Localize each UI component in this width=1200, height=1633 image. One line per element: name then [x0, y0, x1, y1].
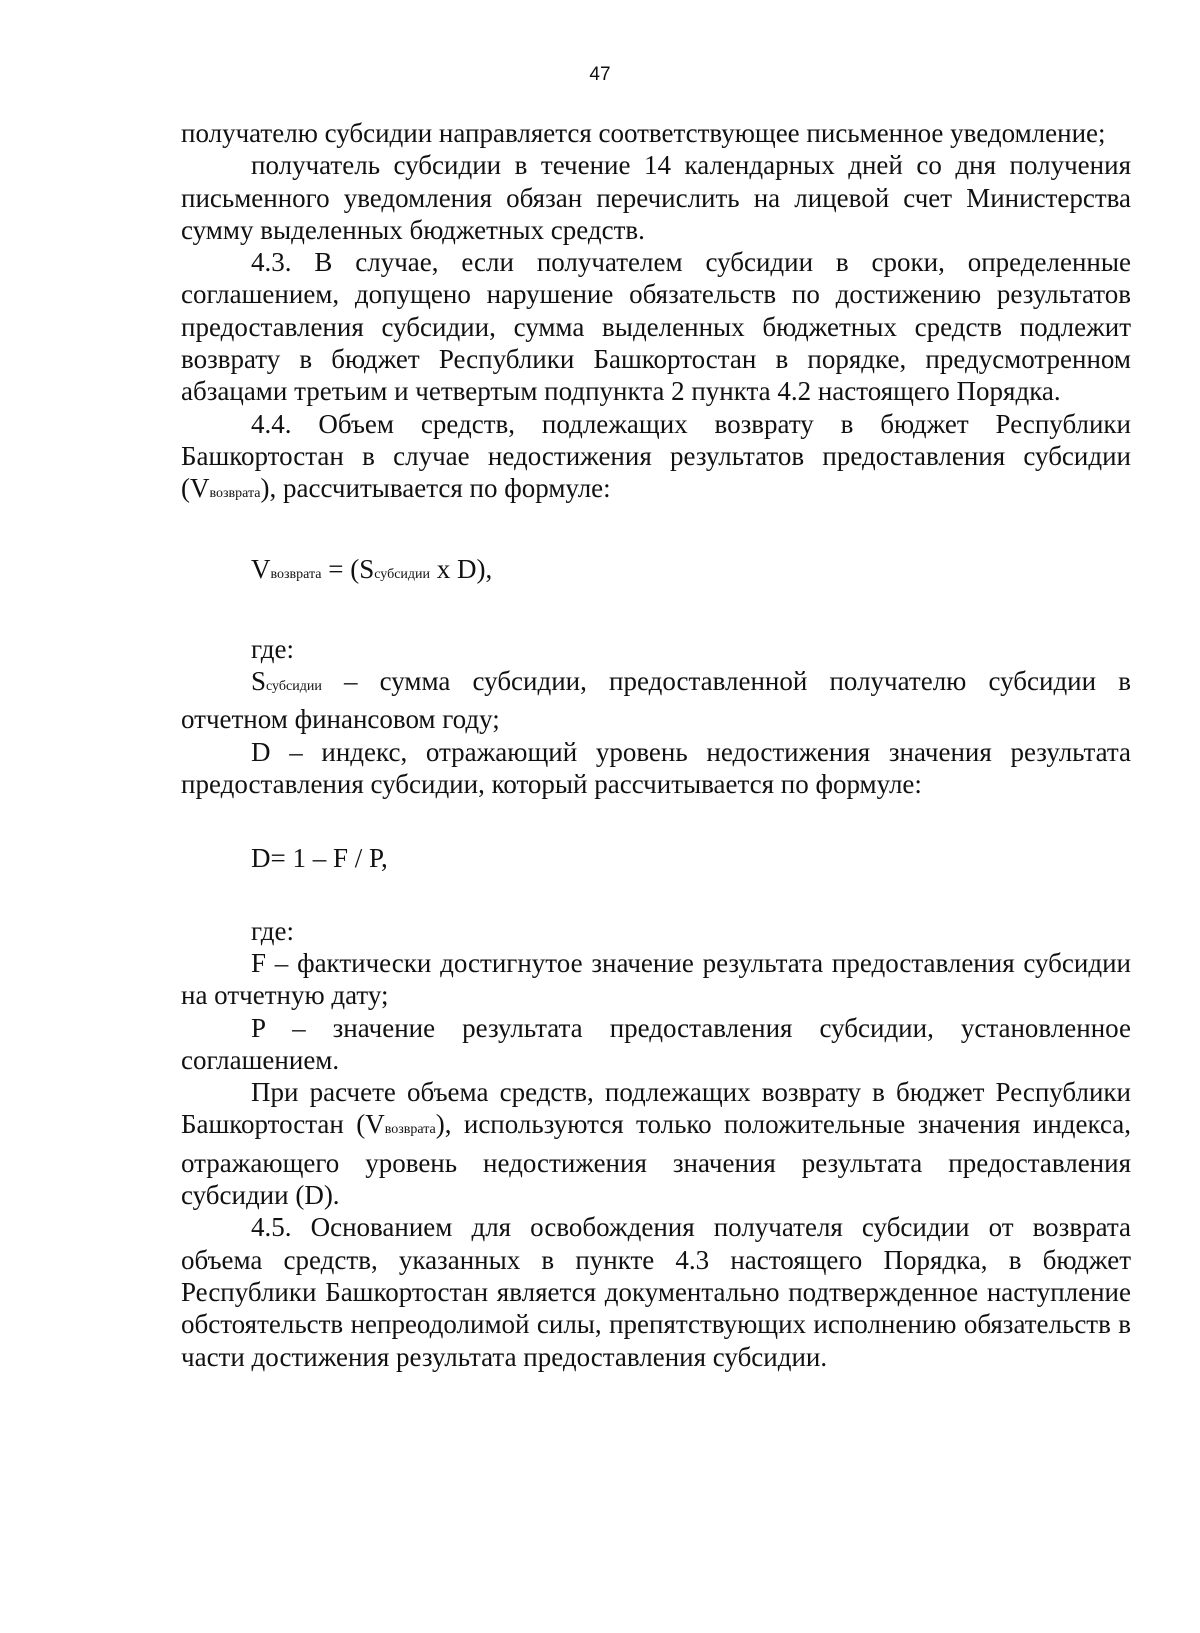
paragraph-4-4-text: 4.4. Объем средств, подлежащих возврату в бюджет Республики Башкортостан в случае недостижения результатов предоставления субсидии (V — [181, 408, 1131, 504]
paragraph-4-5: 4.5. Основанием для освобождения получателя субсидии от возврата объема средств, указанных в пункте 4.3 настоящего Порядка, в бюджет Республики Башкортостан является документально подтвержденное наступление обстоятельств непреодолимой силы, препятствующих исполнению обязательств в части достижения результата предоставления субсидии. — [181, 1212, 1131, 1372]
formula-mid: = (S — [321, 553, 375, 584]
definition-f: F – фактически достигнутое значение результата предоставления субсидии на отчетную дату; — [181, 947, 1131, 1011]
paragraph-4-4 — [181, 408, 1131, 511]
definition-s-symbol: S — [251, 666, 267, 697]
paragraph-calculation-text: При расчете объема средств, подлежащих возврату в бюджет Республики Башкортостан (V — [181, 1077, 1131, 1140]
paragraph-4-4-tail: ), рассчитывается по формуле: — [260, 473, 611, 504]
subscript-vozvrata-2: возврата — [384, 1122, 436, 1138]
definition-s-text: – сумма субсидии, предоставленной получателю субсидии в отчетном финансовом году; — [181, 666, 1131, 735]
paragraph-calculation — [181, 1076, 1131, 1211]
formula-d: D= 1 – F / P, — [251, 843, 388, 874]
formula-v-subscript: возврата — [270, 566, 322, 582]
document-body — [181, 117, 1131, 1373]
where-label-1: где: — [251, 633, 294, 664]
formula-v-vozvrata — [181, 553, 1131, 591]
paragraph-notification: получателю субсидии направляется соответствующее письменное уведомление; — [181, 118, 1106, 148]
definition-d: D – индекс, отражающий уровень недостижения значения результата предоставления субсидии, который рассчитывается по формуле: — [181, 736, 1131, 800]
paragraph-refund-deadline: получатель субсидии в течение 14 календарных дней со дня получения письменного уведомления обязан перечислить на лицевой счет Министерства сумму выделенных бюджетных средств. — [181, 150, 1131, 245]
page-number: 47 — [589, 64, 611, 85]
definition-s — [181, 665, 1131, 736]
where-label-2: где: — [251, 915, 294, 946]
subscript-vozvrata: возврата — [209, 486, 261, 502]
formula-end: x D), — [430, 553, 493, 584]
paragraph-calculation-tail: ), используются только положительные значения индекса, отражающего уровень недостижения значения результата предоставления субсидии (D). — [181, 1109, 1131, 1211]
definition-s-subscript: субсидии — [266, 679, 322, 695]
paragraph-4-3: 4.3. В случае, если получателем субсидии в сроки, определенные соглашением, допущено нарушение обязательств по достижению результатов предоставления субсидии, сумма выделенных бюджетных средств подлежит возврату в бюджет Республики Башкортостан в порядке, предусмотренном абзацами третьим и четвертым подпункта 2 пункта 4.2 настоящего Порядка. — [181, 247, 1131, 407]
formula-s-subscript: субсидии — [374, 566, 431, 582]
definition-p: P – значение результата предоставления субсидии, установленное соглашением. — [181, 1012, 1131, 1075]
formula-v-symbol: V — [251, 553, 271, 584]
